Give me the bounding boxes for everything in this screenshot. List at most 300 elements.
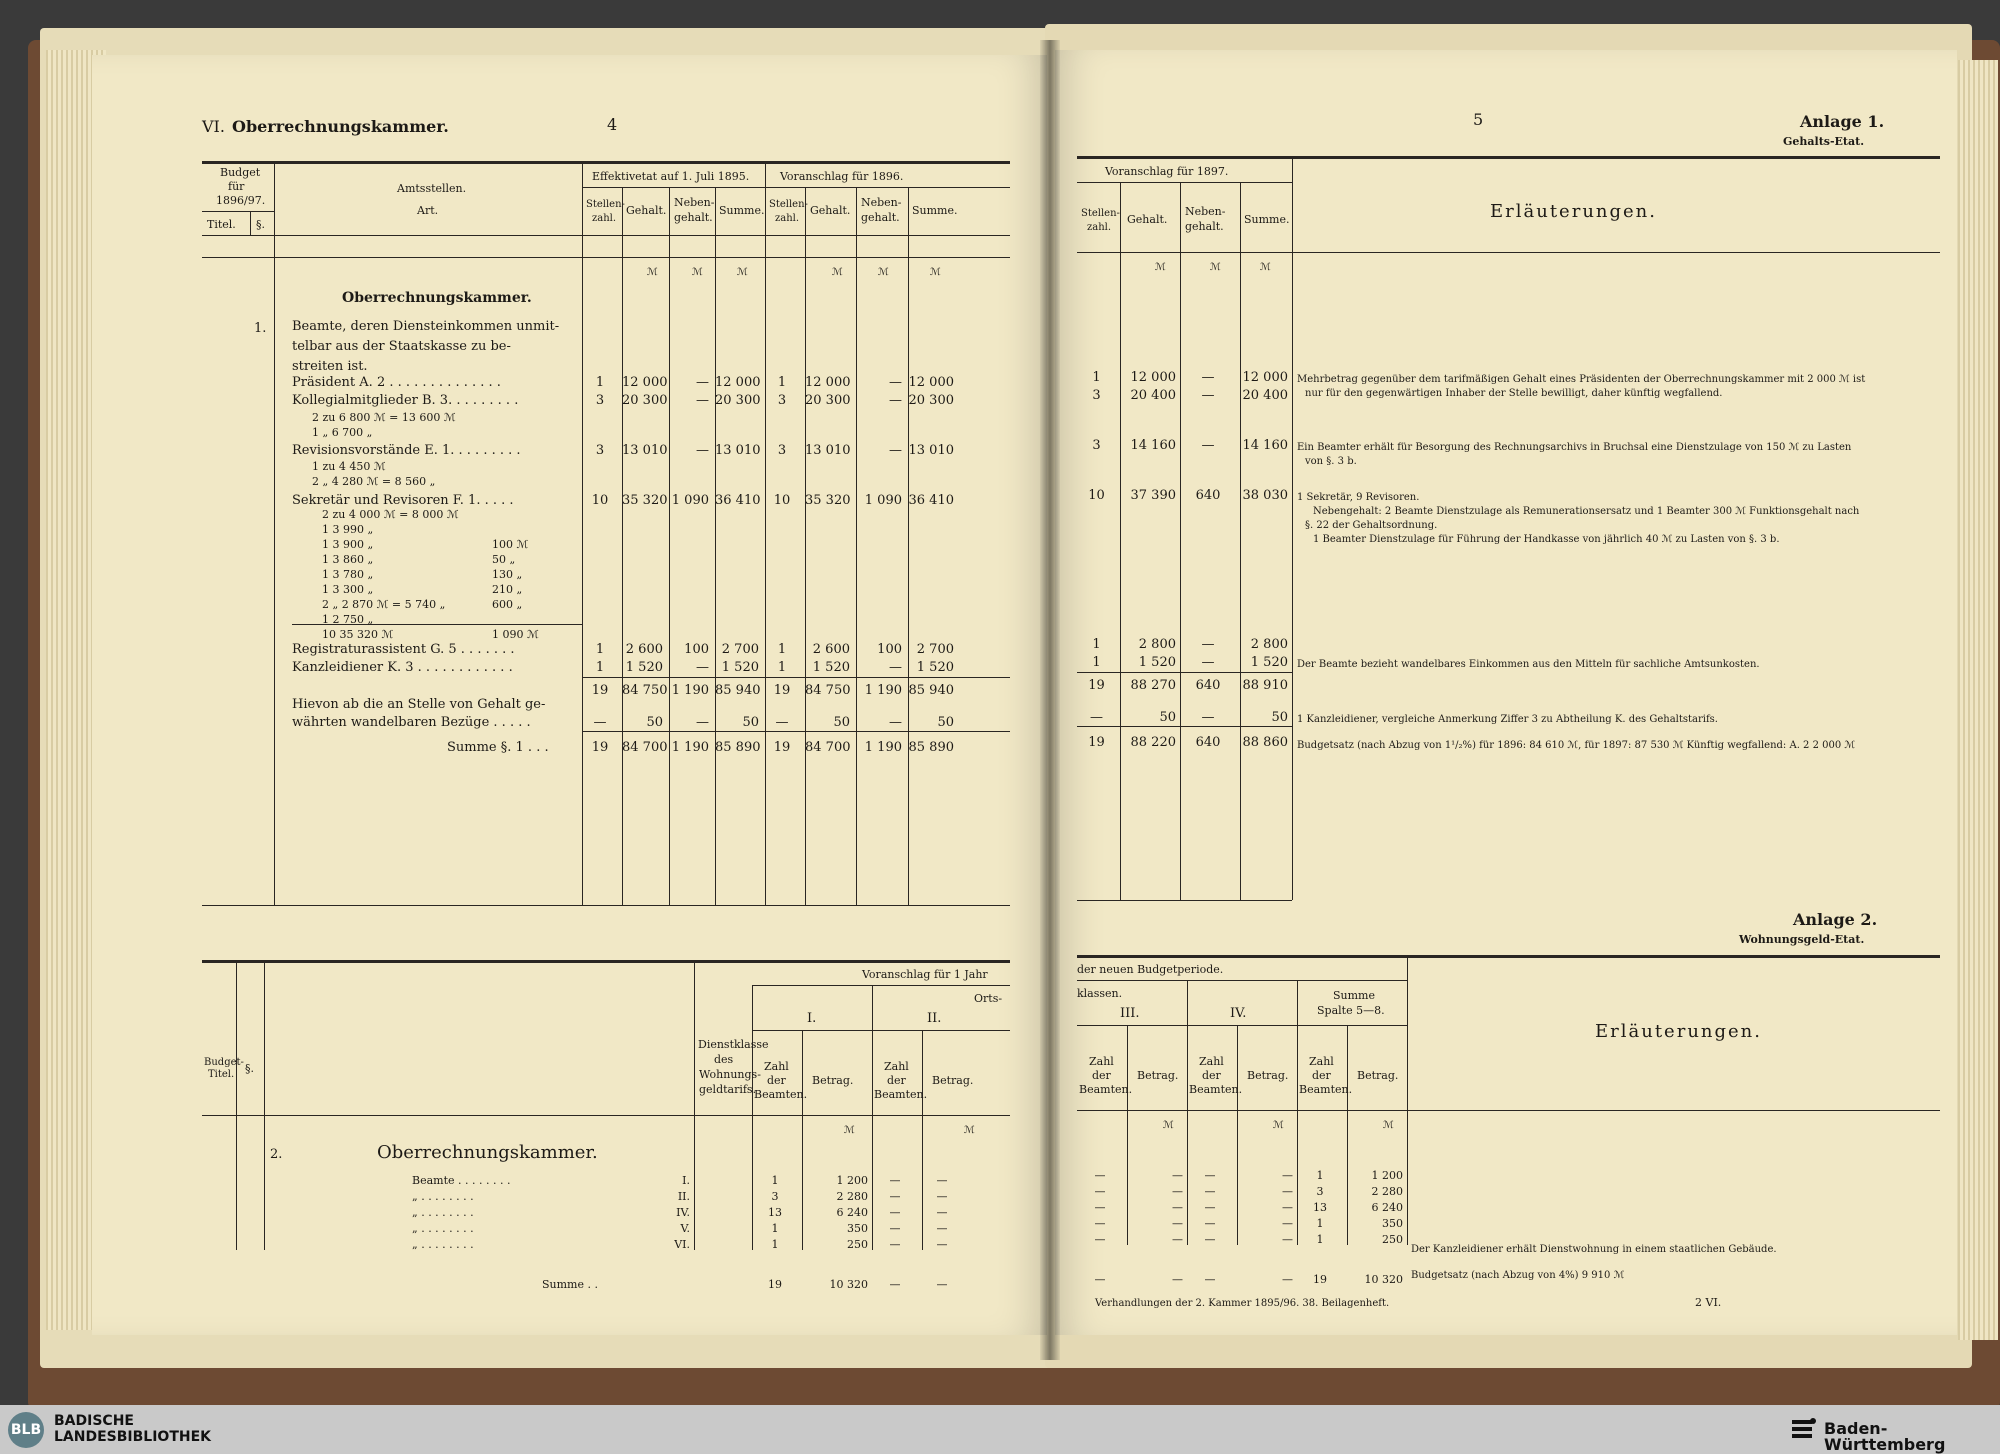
- note: nur für den gegenwärtigen Inhaber der Stelle bewilligt, daher künftig wegfallend.: [1305, 388, 1723, 399]
- right-page: [1055, 50, 1957, 1335]
- cell-value: 37 390: [1130, 488, 1176, 503]
- cell-value: 1 520: [812, 660, 850, 675]
- rule: [1077, 252, 1940, 253]
- rule: [856, 187, 857, 905]
- cell-value: 20 400: [1242, 388, 1288, 403]
- sub-calc: 2 „ 4 280 ℳ = 8 560 „: [312, 475, 436, 488]
- cell-value: —: [936, 1278, 948, 1291]
- hdr-budget: Budget: [220, 166, 261, 179]
- rule: [582, 161, 583, 905]
- hdr-der: der: [1312, 1069, 1331, 1082]
- rule: [715, 187, 716, 905]
- cell-value: 20 300: [908, 393, 954, 408]
- hdr-art: Art.: [417, 204, 439, 217]
- hievon-line: Hievon ab die an Stelle von Gehalt ge-: [292, 697, 546, 712]
- row-label: Registraturassistent G. 5 . . . . . . .: [292, 642, 515, 657]
- hdr-nebengehalt: gehalt.: [861, 211, 900, 224]
- cell-value: 640: [1195, 488, 1221, 503]
- note: Ein Beamter erhält für Besorgung des Rechnungsarchivs in Bruchsal eine Dienstzulage von 150 ℳ zu Lasten: [1297, 442, 1852, 453]
- cell-value: 12 000: [715, 375, 761, 390]
- hdr-fuer: für: [228, 180, 245, 193]
- note: Budgetsatz (nach Abzug von 1¹/₂%) für 1896: 84 610 ℳ, für 1897: 87 530 ℳ Künftig wegfallend: A. 2 2 000 ℳ: [1297, 740, 1856, 751]
- mark-unit: ℳ: [1383, 1120, 1394, 1131]
- cell-value: 85 940: [908, 683, 954, 698]
- hdr-zahl: zahl.: [775, 213, 800, 224]
- class-value: VI.: [674, 1238, 690, 1251]
- sub-calc: 1 090 ℳ: [492, 628, 539, 641]
- hdr-zahl: zahl.: [1087, 222, 1112, 233]
- hdr-beamten: Beamten.: [874, 1088, 928, 1101]
- mark-unit: ℳ: [647, 267, 658, 278]
- mark-unit: ℳ: [964, 1125, 975, 1136]
- cell-value: 13 010: [622, 443, 668, 458]
- left-page: [92, 55, 1047, 1335]
- rule: [1077, 1110, 1940, 1111]
- sub-calc: 1 zu 4 450 ℳ: [312, 460, 386, 473]
- cell-value: —: [1094, 1233, 1106, 1246]
- hdr-neue-budgetperiode: der neuen Budgetperiode.: [1077, 963, 1224, 976]
- cell-value: —: [889, 393, 902, 408]
- anlage-1: Anlage 1.: [1800, 112, 1885, 131]
- cell-value: 13 010: [908, 443, 954, 458]
- cell-value: 1: [595, 660, 605, 675]
- cell-value: —: [1201, 370, 1215, 385]
- rule: [202, 257, 1010, 258]
- hdr-amtsstellen: Amtsstellen.: [397, 182, 467, 195]
- mark-unit: ℳ: [1260, 262, 1271, 273]
- cell-value: 50: [937, 715, 954, 730]
- cell-value: 10 320: [1364, 1273, 1403, 1286]
- cell-value: —: [1090, 710, 1103, 725]
- summe-label: Summe . .: [542, 1278, 598, 1291]
- sub-calc: 1 2 750 „: [322, 613, 374, 626]
- hdr-betrag: Betrag.: [1357, 1069, 1399, 1082]
- cell-value: 10: [773, 493, 791, 508]
- cell-value: 85 940: [715, 683, 761, 698]
- desc-line: telbar aus der Staatskasse zu be-: [292, 339, 511, 354]
- hdr-beamten: Beamten.: [754, 1088, 808, 1101]
- row-label: Revisionsvorstände E. 1. . . . . . . . .: [292, 443, 521, 458]
- cell-value: —: [889, 1222, 901, 1235]
- rule: [250, 211, 251, 235]
- cell-value: 1: [1092, 637, 1101, 652]
- hdr-zahl: Zahl: [1309, 1055, 1334, 1068]
- hdr-titel: Titel.: [208, 1069, 235, 1080]
- cell-value: 85 890: [908, 740, 954, 755]
- cell-value: 250: [1382, 1233, 1403, 1246]
- row-label: „ . . . . . . . .: [412, 1238, 474, 1251]
- sub-calc: 10 35 320 ℳ: [322, 628, 394, 641]
- cell-value: 10: [591, 493, 609, 508]
- cell-value: —: [889, 1206, 901, 1219]
- rule: [1077, 980, 1407, 981]
- note: Der Beamte bezieht wandelbares Einkommen aus den Mitteln für sachliche Amtsunkosten.: [1297, 659, 1760, 670]
- cell-value: 88 910: [1242, 678, 1288, 693]
- cell-value: —: [1204, 1233, 1216, 1246]
- hdr-wohnungs: Wohnungs-: [699, 1068, 761, 1081]
- hdr-stellen: Stellen-: [769, 199, 808, 210]
- cell-value: 3: [1092, 438, 1101, 453]
- cell-value: —: [889, 660, 902, 675]
- hdr-betrag: Betrag.: [812, 1074, 854, 1087]
- cell-value: 88 860: [1242, 735, 1288, 750]
- rule: [1077, 182, 1292, 183]
- note: Budgetsatz (nach Abzug von 4%) 9 910 ℳ: [1411, 1270, 1625, 1281]
- sub-calc: 2 zu 6 800 ℳ = 13 600 ℳ: [312, 411, 456, 424]
- summe-label: Summe §. 1 . . .: [447, 740, 549, 755]
- row-label: „ . . . . . . . .: [412, 1222, 474, 1235]
- cell-value: 19: [1088, 735, 1105, 750]
- hdr-par: §.: [256, 218, 265, 231]
- hdr-spalte: Spalte 5—8.: [1317, 1004, 1385, 1017]
- cell-value: 14 160: [1130, 438, 1176, 453]
- cell-value: —: [936, 1222, 948, 1235]
- cell-value: —: [1094, 1185, 1106, 1198]
- hdr-effektivetat: Effektivetat auf 1. Juli 1895.: [592, 170, 750, 183]
- cell-value: 1 200: [1371, 1169, 1403, 1182]
- cell-value: 10: [1088, 488, 1105, 503]
- cell-value: —: [1201, 710, 1215, 725]
- hdr-zahl: zahl.: [592, 213, 617, 224]
- row-label: Sekretär und Revisoren F. 1. . . . .: [292, 493, 514, 508]
- cell-value: 1 090: [864, 493, 902, 508]
- cell-value: 1 520: [916, 660, 954, 675]
- class-value: V.: [680, 1222, 690, 1235]
- sub-calc: 50 „: [492, 553, 516, 566]
- cell-value: —: [1201, 438, 1215, 453]
- cell-value: —: [593, 715, 607, 730]
- sub-calc: 1 3 860 „: [322, 553, 374, 566]
- mark-unit: ℳ: [1163, 1120, 1174, 1131]
- cell-value: 3: [777, 393, 787, 408]
- cell-value: 3: [1092, 388, 1101, 403]
- rule: [582, 677, 1010, 678]
- cell-value: 1: [777, 642, 787, 657]
- cell-value: 12 000: [1130, 370, 1176, 385]
- cell-value: —: [1094, 1273, 1106, 1286]
- cell-value: 13: [1313, 1201, 1327, 1214]
- cell-value: 3: [1316, 1185, 1324, 1198]
- cell-value: —: [1204, 1185, 1216, 1198]
- hdr-year: 1896/97.: [216, 194, 266, 207]
- hdr-zahl: Zahl: [1089, 1055, 1114, 1068]
- hdr-beamten: Beamten.: [1189, 1083, 1243, 1096]
- hdr-der: der: [887, 1074, 906, 1087]
- cell-value: 20 300: [715, 393, 761, 408]
- cell-value: 100: [877, 642, 902, 657]
- cell-value: 2 280: [1371, 1185, 1403, 1198]
- section-title: Oberrechnungskammer.: [342, 290, 532, 306]
- cell-value: 1: [1316, 1169, 1324, 1182]
- chapter-number: VI.: [202, 117, 225, 136]
- cell-value: 1 190: [671, 740, 709, 755]
- footer-bar: [0, 1405, 2000, 1454]
- rule: [622, 187, 623, 905]
- cell-value: 19: [773, 740, 791, 755]
- cell-value: —: [1172, 1185, 1183, 1198]
- note: von §. 3 b.: [1305, 456, 1357, 467]
- hdr-summe: Summe.: [1244, 213, 1290, 226]
- cell-value: —: [1172, 1201, 1183, 1214]
- rule: [752, 1030, 1010, 1031]
- hdr-voranschlag-1897: Voranschlag für 1897.: [1105, 165, 1229, 178]
- sub-calc: 600 „: [492, 598, 523, 611]
- row-label: „ . . . . . . . .: [412, 1206, 474, 1219]
- hdr-der: der: [767, 1074, 786, 1087]
- cell-value: 88 220: [1130, 735, 1176, 750]
- cell-value: 1 520: [1250, 655, 1288, 670]
- cell-value: —: [696, 715, 709, 730]
- cell-value: 1 520: [1138, 655, 1176, 670]
- hdr-orts: Orts-: [974, 992, 1003, 1005]
- cell-value: 3: [777, 443, 787, 458]
- cell-value: 1 520: [721, 660, 759, 675]
- class-value: IV.: [676, 1206, 690, 1219]
- cell-value: 19: [1088, 678, 1105, 693]
- cell-value: —: [1204, 1169, 1216, 1182]
- cell-value: —: [1204, 1217, 1216, 1230]
- right-page-edges: [1958, 60, 1998, 1340]
- sub-calc: 1 3 300 „: [322, 583, 374, 596]
- cell-value: 1: [771, 1222, 779, 1235]
- note: Mehrbetrag gegenüber dem tarifmäßigen Gehalt eines Präsidenten der Oberrechnungskammer mit 2 000 ℳ ist: [1297, 374, 1866, 385]
- anlage-2-sub: Wohnungsgeld-Etat.: [1739, 933, 1865, 946]
- cell-value: 12 000: [805, 375, 851, 390]
- cell-value: —: [889, 1238, 901, 1251]
- library-name: LANDESBIBLIOTHEK: [54, 1429, 212, 1445]
- cell-value: —: [1282, 1185, 1293, 1198]
- cell-value: 50: [646, 715, 663, 730]
- rule: [236, 960, 237, 1250]
- cell-value: —: [889, 443, 902, 458]
- cell-value: —: [1094, 1169, 1106, 1182]
- rule: [1077, 900, 1292, 901]
- cell-value: 85 890: [715, 740, 761, 755]
- desc-line: Beamte, deren Diensteinkommen unmit-: [292, 319, 560, 334]
- lions-coat-of-arms-icon: [1790, 1416, 1818, 1442]
- hdr-betrag: Betrag.: [1137, 1069, 1179, 1082]
- hdr-zahl: Zahl: [884, 1060, 909, 1073]
- rule: [202, 211, 274, 212]
- row-label: Beamte . . . . . . . .: [412, 1174, 511, 1187]
- note: 1 Beamter Dienstzulage für Führung der Handkasse von jährlich 40 ℳ zu Lasten von §. 3 b.: [1313, 534, 1780, 545]
- sub-calc: 210 „: [492, 583, 523, 596]
- paragraph-number: 1.: [254, 321, 267, 336]
- cell-value: 1: [771, 1238, 779, 1251]
- cell-value: —: [889, 1278, 901, 1291]
- hdr-zahl: Zahl: [1199, 1055, 1224, 1068]
- rule: [264, 960, 265, 1250]
- cell-value: 250: [847, 1238, 868, 1251]
- library-name: BADISCHE: [54, 1413, 134, 1429]
- hdr-budget-titel: Budget-: [204, 1057, 244, 1068]
- rule: [582, 731, 1010, 732]
- rule: [202, 235, 1010, 236]
- cell-value: —: [936, 1174, 948, 1187]
- anlage-1-sub: Gehalts-Etat.: [1783, 135, 1865, 148]
- hdr-voranschlag-jahr: Voranschlag für 1 Jahr: [862, 968, 988, 981]
- rule: [669, 187, 670, 905]
- section-title: Oberrechnungskammer.: [377, 1142, 598, 1163]
- cell-value: 1: [595, 375, 605, 390]
- cell-value: —: [696, 443, 709, 458]
- row-label: Kollegialmitglieder B. 3. . . . . . . . .: [292, 393, 519, 408]
- rule: [752, 985, 1010, 986]
- cell-value: 640: [1195, 678, 1221, 693]
- cell-value: 2 800: [1250, 637, 1288, 652]
- hdr-betrag: Betrag.: [1247, 1069, 1289, 1082]
- cell-value: 13 010: [805, 443, 851, 458]
- cell-value: 12 000: [622, 375, 668, 390]
- cell-value: 1: [1316, 1217, 1324, 1230]
- sub-calc: 1 „ 6 700 „: [312, 426, 373, 439]
- page-footer: Verhandlungen der 2. Kammer 1895/96. 38. Beilagenheft.: [1095, 1298, 1390, 1309]
- cell-value: 50: [1271, 710, 1288, 725]
- mark-unit: ℳ: [1210, 262, 1221, 273]
- cell-value: 19: [773, 683, 791, 698]
- cell-value: 50: [833, 715, 850, 730]
- rule: [1180, 182, 1181, 900]
- cell-value: —: [1282, 1169, 1293, 1182]
- cell-value: 1 190: [671, 683, 709, 698]
- hdr-stellen: Stellen-: [1081, 208, 1120, 219]
- rule: [202, 960, 1010, 963]
- cell-value: 84 700: [805, 740, 851, 755]
- cell-value: 2 700: [721, 642, 759, 657]
- cell-value: —: [889, 715, 902, 730]
- rule: [1407, 955, 1408, 1245]
- rule: [1077, 672, 1292, 673]
- cell-value: —: [696, 660, 709, 675]
- cell-value: 350: [847, 1222, 868, 1235]
- sub-calc: 2 „ 2 870 ℳ = 5 740 „: [322, 598, 446, 611]
- cell-value: —: [889, 1174, 901, 1187]
- sub-calc: 1 3 900 „: [322, 538, 374, 551]
- cell-value: 14 160: [1242, 438, 1288, 453]
- cell-value: 84 750: [805, 683, 851, 698]
- state-name: Baden-Württemberg: [1824, 1419, 1946, 1454]
- cell-value: —: [1282, 1201, 1293, 1214]
- rule: [582, 187, 1010, 188]
- hdr-neben: Neben-: [674, 196, 715, 209]
- hievon-line: währten wandelbaren Bezüge . . . . .: [292, 715, 531, 730]
- class-value: I.: [682, 1174, 690, 1187]
- cell-value: —: [1094, 1201, 1106, 1214]
- sub-calc: 130 „: [492, 568, 523, 581]
- mark-unit: ℳ: [930, 267, 941, 278]
- cell-value: 36 410: [908, 493, 954, 508]
- cell-value: 3: [595, 443, 605, 458]
- hdr-dienstklasse: Dienstklasse: [698, 1038, 769, 1051]
- cell-value: 1: [1092, 370, 1101, 385]
- cell-value: 19: [591, 740, 609, 755]
- mark-unit: ℳ: [832, 267, 843, 278]
- cell-value: 50: [742, 715, 759, 730]
- mark-unit: ℳ: [1155, 262, 1166, 273]
- cell-value: 3: [595, 393, 605, 408]
- cell-value: 13: [768, 1206, 782, 1219]
- blb-logo-icon[interactable]: BLB: [8, 1412, 44, 1448]
- rule: [1240, 182, 1241, 900]
- hdr-stellen: Stellen-: [586, 199, 625, 210]
- row-label: Kanzleidiener K. 3 . . . . . . . . . . . .: [292, 660, 513, 675]
- cell-value: 3: [771, 1190, 779, 1203]
- cell-value: —: [889, 375, 902, 390]
- hdr-class-iv: IV.: [1230, 1006, 1247, 1021]
- hdr-betrag: Betrag.: [932, 1074, 974, 1087]
- cell-value: 6 240: [1371, 1201, 1403, 1214]
- hdr-nebengehalt: gehalt.: [674, 211, 713, 224]
- mark-unit: ℳ: [1273, 1120, 1284, 1131]
- cell-value: 100: [684, 642, 709, 657]
- hdr-erlaeuterungen: Erläuterungen.: [1490, 201, 1657, 222]
- cell-value: 35 320: [805, 493, 851, 508]
- cell-value: 50: [1159, 710, 1176, 725]
- cell-value: 35 320: [622, 493, 668, 508]
- cell-value: 1 190: [864, 683, 902, 698]
- cell-value: 12 000: [1242, 370, 1288, 385]
- cell-value: 1: [1092, 655, 1101, 670]
- rule: [202, 1115, 1010, 1116]
- cell-value: 2 600: [625, 642, 663, 657]
- sub-calc: 100 ℳ: [492, 538, 529, 551]
- cell-value: 19: [768, 1278, 782, 1291]
- hdr-nebengehalt: gehalt.: [1185, 220, 1224, 233]
- cell-value: 38 030: [1242, 488, 1288, 503]
- cell-value: —: [1172, 1233, 1183, 1246]
- note: Der Kanzleidiener erhält Dienstwohnung in einem staatlichen Gebäude.: [1411, 1244, 1777, 1255]
- cell-value: 2 600: [812, 642, 850, 657]
- cell-value: —: [1172, 1217, 1183, 1230]
- signature-mark: 2 VI.: [1695, 1296, 1722, 1309]
- note: 1 Kanzleidiener, vergleiche Anmerkung Ziffer 3 zu Abtheilung K. des Gehaltstarifs.: [1297, 714, 1718, 725]
- cell-value: —: [696, 375, 709, 390]
- mark-unit: ℳ: [737, 267, 748, 278]
- sub-calc: 2 zu 4 000 ℳ = 8 000 ℳ: [322, 508, 459, 521]
- hdr-geldtarifs: geldtarifs.: [699, 1083, 757, 1096]
- cell-value: —: [1204, 1273, 1216, 1286]
- rule: [805, 187, 806, 905]
- hdr-gehalt: Gehalt.: [810, 204, 851, 217]
- cell-value: 1 090: [671, 493, 709, 508]
- hdr-klassen: klassen.: [1077, 987, 1123, 1000]
- cell-value: 2 800: [1138, 637, 1176, 652]
- cell-value: 6 240: [836, 1206, 868, 1219]
- cell-value: —: [1201, 388, 1215, 403]
- row-label: „ . . . . . . . .: [412, 1190, 474, 1203]
- cell-value: —: [936, 1206, 948, 1219]
- rule: [274, 161, 275, 905]
- cell-value: 84 750: [622, 683, 668, 698]
- page-number-right: 5: [1473, 110, 1484, 129]
- book-gutter: [1040, 40, 1060, 1360]
- cell-value: 10 320: [829, 1278, 868, 1291]
- rule: [908, 187, 909, 905]
- cell-value: 13 010: [715, 443, 761, 458]
- cell-value: —: [1204, 1201, 1216, 1214]
- cell-value: —: [1282, 1217, 1293, 1230]
- rule: [1292, 156, 1293, 900]
- hdr-titel: Titel.: [207, 218, 236, 231]
- cell-value: 20 300: [622, 393, 668, 408]
- sub-calc: 1 3 780 „: [322, 568, 374, 581]
- hdr-beamten: Beamten.: [1299, 1083, 1353, 1096]
- hdr-gehalt: Gehalt.: [626, 204, 667, 217]
- cell-value: —: [775, 715, 789, 730]
- hdr-neben: Neben-: [1185, 205, 1226, 218]
- hdr-erlaeuterungen: Erläuterungen.: [1595, 1021, 1762, 1042]
- note: 1 Sekretär, 9 Revisoren.: [1297, 492, 1420, 503]
